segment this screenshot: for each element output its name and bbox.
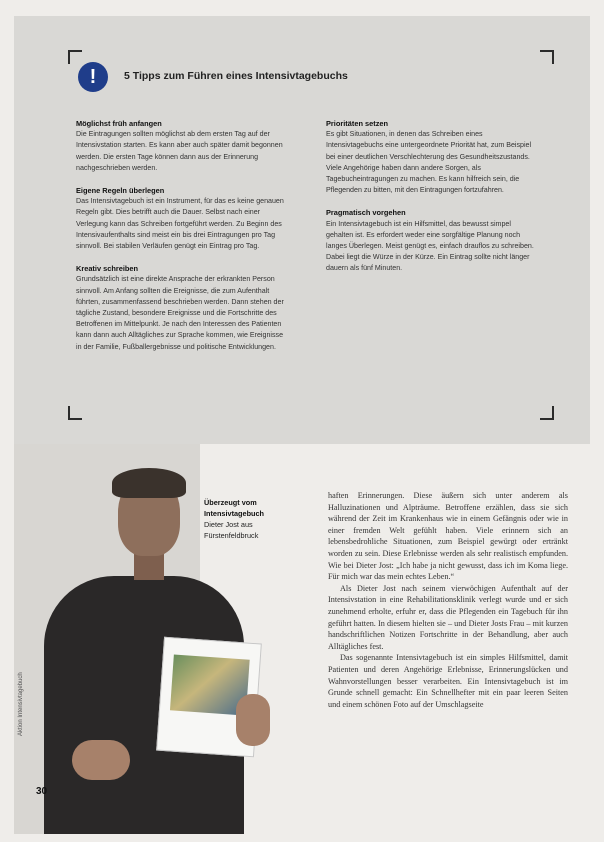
photo-credit: Aktion Intensivtagebuch <box>18 672 24 736</box>
caption-title: Überzeugt vom Intensivtagebuch <box>204 498 265 518</box>
tip-heading: Kreativ schreiben <box>76 264 139 274</box>
tips-column-right <box>326 118 538 286</box>
corner-bracket-top-right <box>540 50 554 64</box>
article-paragraph: haften Erinnerungen. Diese äußern sich unter anderem als Halluzinationen und Alpträume. Betroffene erzählen, dass sie sich während der Zeit im Krankenhaus wie in einem Gefängnis oder wie in einer fremden Welt gefühlt haben. Viele erinnern sich an lebensbedrohliche Situationen, zum Beispiel gewürgt oder ertränkt worden zu sein. Diese Erlebnisse werden als sehr realistisch empfunden. Wie bei Dieter Jost: „Ich habe ja nicht gewusst, dass ich im Koma liege. Für mich war das mein echtes Leben.“ <box>328 491 568 582</box>
tip-heading: Eigene Regeln überlegen <box>76 186 165 196</box>
info-panel-title: 5 Tipps zum Führen eines Intensivtagebuchs <box>124 70 348 82</box>
page-number: 30 <box>36 786 48 797</box>
tip-body: Grundsätzlich ist eine direkte Ansprache der erkrankten Person sinnvoll. Am Anfang sollten die Ereignisse, die zum Aufenthalt führten, zusammenfassend beschrieben werden. Dann stehen der tägliche Zustand, besondere Ereignisse und die Fortschritte des Betroffenen im Mittelpunkt. Je nach den Interessen des Patienten kann dann auch Alltägliches zur Sprache kommen, wie Ereignisse in der Familie, Fußballergebnisse und politische Entwicklungen. <box>76 275 284 351</box>
article-column <box>328 490 568 710</box>
tip-body: Die Eintragungen sollten möglichst ab dem ersten Tag auf der Intensivstation starten. Es kann aber auch später damit begonnen werden. Die ersten Tage können dann aus der Erinnerung nachgeschrieben werden. <box>76 130 283 172</box>
tip-body: Das Intensivtagebuch ist ein Instrument, für das es keine genauen Regeln gibt. Dies betrifft auch die Dauer. Selbst nach einer Verlegung kann das Schreiben fortgeführt werden. Zu Beginn des Intensivaufenthalts sind meist ein bis drei Eintragungen pro Tag sinnvoll. Bei stabilen Verläufen genügt ein Eintrag pro Tag. <box>76 197 284 251</box>
person-thumb-hand <box>72 740 130 780</box>
article-paragraph: Das sogenannte Intensivtagebuch ist ein simples Hilfsmittel, damit Patienten und deren Angehörige Erlebnisse, Erinnerungslücken und Wahnvorstellungen besser verarbeiten. Ein Intensivtagebuch ist im Grunde schnell gemacht: Ein Schnellhefter mit ein paar leeren Seiten und einem schönen Foto auf der Umschlagseite <box>328 653 568 709</box>
exclamation-icon: ! <box>78 62 108 92</box>
tip-heading: Pragmatisch vorgehen <box>326 208 406 218</box>
corner-bracket-bottom-left <box>68 406 82 420</box>
tip-heading: Möglichst früh anfangen <box>76 119 162 128</box>
corner-bracket-bottom-right <box>540 406 554 420</box>
tip-body: Ein Intensivtagebuch ist ein Hilfsmittel, das bewusst simpel gehalten ist. Es erfordert weder eine sorgfältige Planung noch langes Überlegen. Meist genügt es, einfach drauflos zu schreiben. Dabei liegt die Würze in der Kürze. Ein Eintrag sollte nicht länger dauern als fünf Minuten. <box>326 219 534 273</box>
person-hand <box>236 694 270 746</box>
caption-person: Dieter Jost aus Fürstenfeldbruck <box>204 520 259 540</box>
person-hair <box>112 468 186 498</box>
photo-caption <box>204 497 300 541</box>
tip-heading: Prioritäten setzen <box>326 119 389 128</box>
tip-body: Es gibt Situationen, in denen das Schreiben eines Intensivtagebuchs eine untergeordnete Priorität hat, zum Beispiel bei einer deutlichen Verschlechterung des Gesundheitszustands. Viele Angehörige haben dann andere Sorgen, als Tagebucheintragungen zu machen. Es kann hilfreich sein, die Pflegenden zu bitten, mit den Eintragungen fortzufahren. <box>326 130 532 195</box>
corner-bracket-top-left <box>68 50 82 64</box>
article-paragraph: Als Dieter Jost nach seinem vierwöchigen Aufenthalt auf der Intensivstation in eine Rehabilitationsklinik verlegt wurde und er sich zunehmend erholte, erfuhr er, dass die Pflegenden ein Tagebuch für ihn geführt hatten. In diesem hielten sie – und Dieter Josts Frau – mit kurzen handschriftlichen Notizen Fortschritte in der Behandlung, aber auch Alltägliches fest. <box>328 583 568 651</box>
tips-column-left <box>76 118 288 364</box>
